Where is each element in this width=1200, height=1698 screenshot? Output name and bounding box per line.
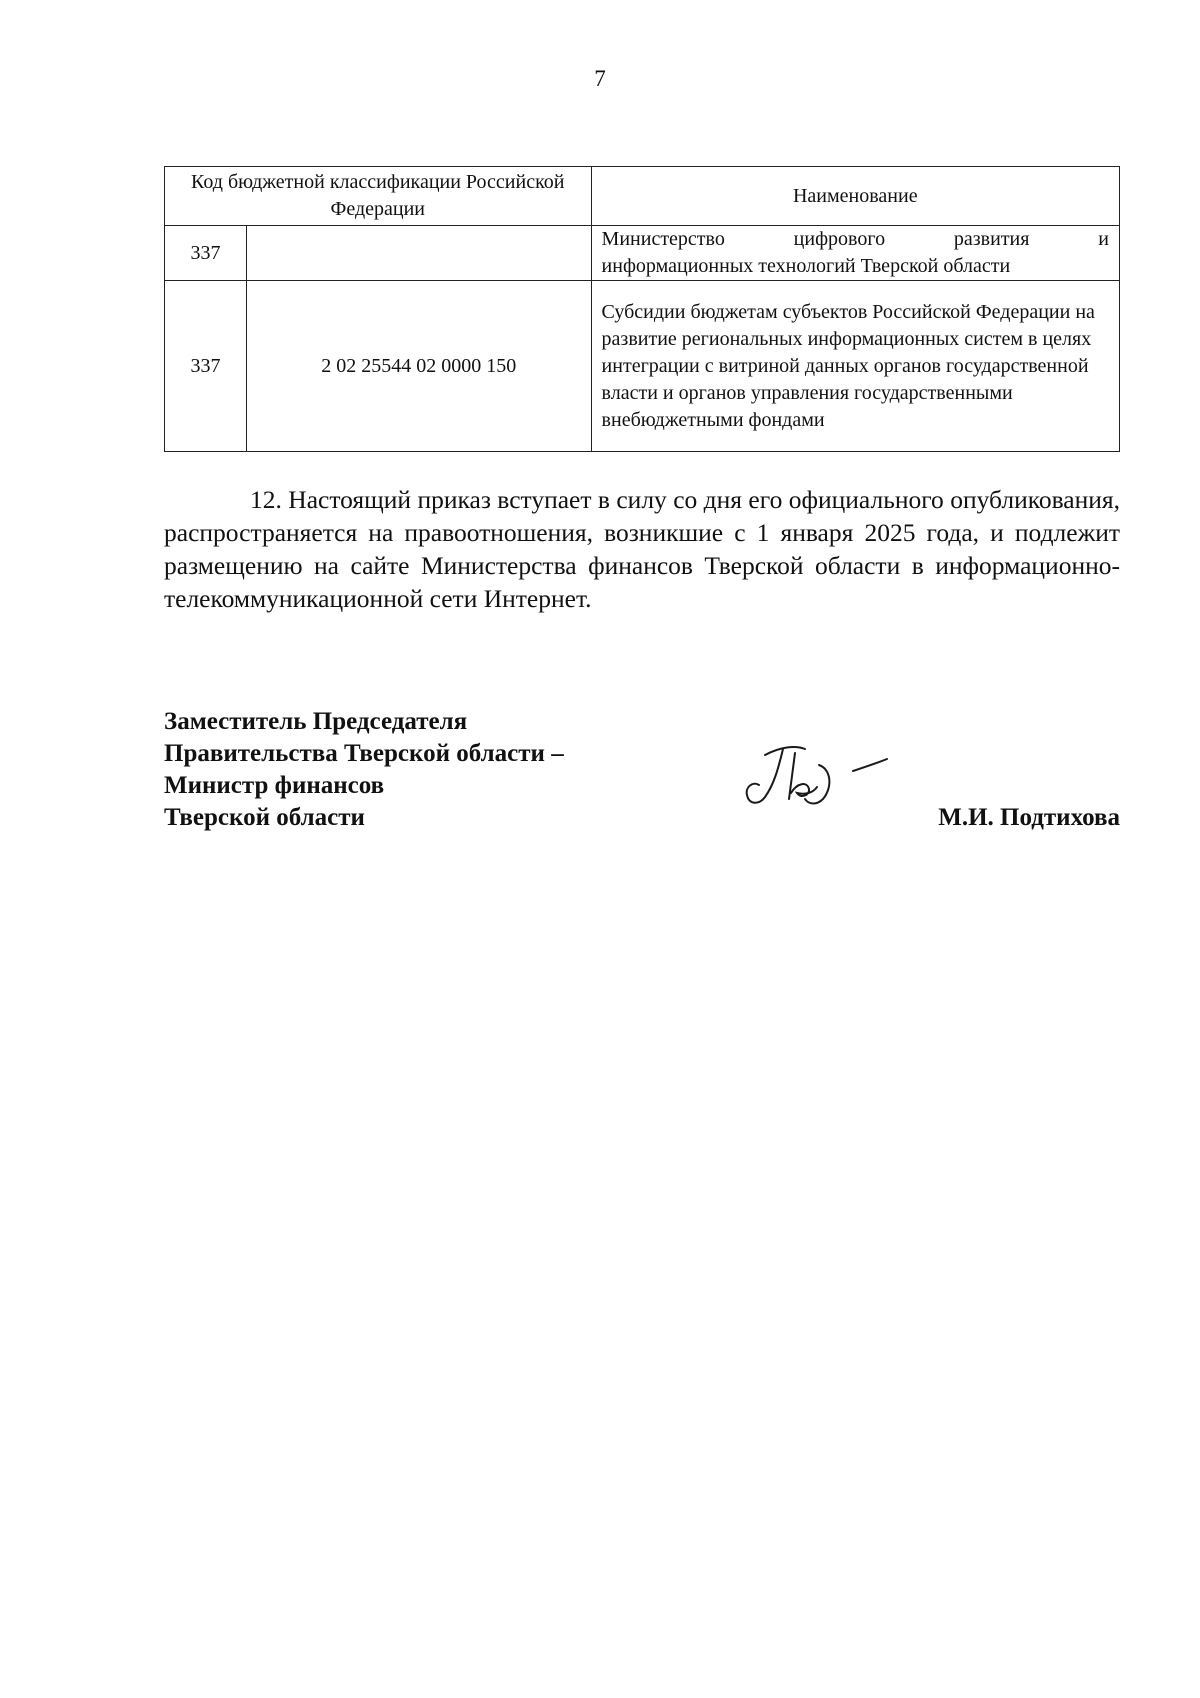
- budget-classification-table: [164, 166, 1120, 452]
- admin-code-cell: 337: [165, 226, 247, 281]
- table-row: [165, 226, 1120, 281]
- name-line: Министерство цифрового развития и: [601, 228, 1109, 250]
- header-name-cell: Наименование: [591, 167, 1119, 226]
- order-paragraph: 12. Настоящий приказ вступает в силу со дня его официального опубликования, распространяется на правоотношения, возникшие с 1 января 2025 года, и подлежит размещению на сайте Министерства финансов Тверской области в информационно-телекоммуникационной сети Интернет.: [164, 485, 1120, 613]
- admin-code-cell: 337: [165, 281, 247, 452]
- header-code-cell: Код бюджетной классификации Российской Федерации: [165, 167, 592, 226]
- name-cell: [591, 226, 1119, 281]
- signatory-title-line: Заместитель Председателя: [164, 708, 468, 735]
- name-cell: Субсидии бюджетам субъектов Российской Федерации на развитие региональных информационных систем в целях интеграции с витриной данных органов государственной власти и органов управления государственными внебюджетными фондами: [591, 281, 1119, 452]
- page-number: 7: [594, 66, 606, 91]
- income-code-cell: [246, 226, 591, 281]
- table-row: [165, 281, 1120, 452]
- name-line: информационных технологий Тверской области: [601, 255, 1011, 277]
- signatory-title: [164, 706, 564, 834]
- income-code-cell: 2 02 25544 02 0000 150: [246, 281, 591, 452]
- signatory-title-line: Правительства Тверской области –: [164, 740, 564, 767]
- signatory-title-line: Министр финансов: [164, 772, 385, 799]
- signatory-title-line: Тверской области: [164, 804, 365, 831]
- signatory-name: М.И. Подтихова: [938, 804, 1120, 831]
- table-header-row: [165, 167, 1120, 226]
- handwritten-signature: [735, 735, 905, 830]
